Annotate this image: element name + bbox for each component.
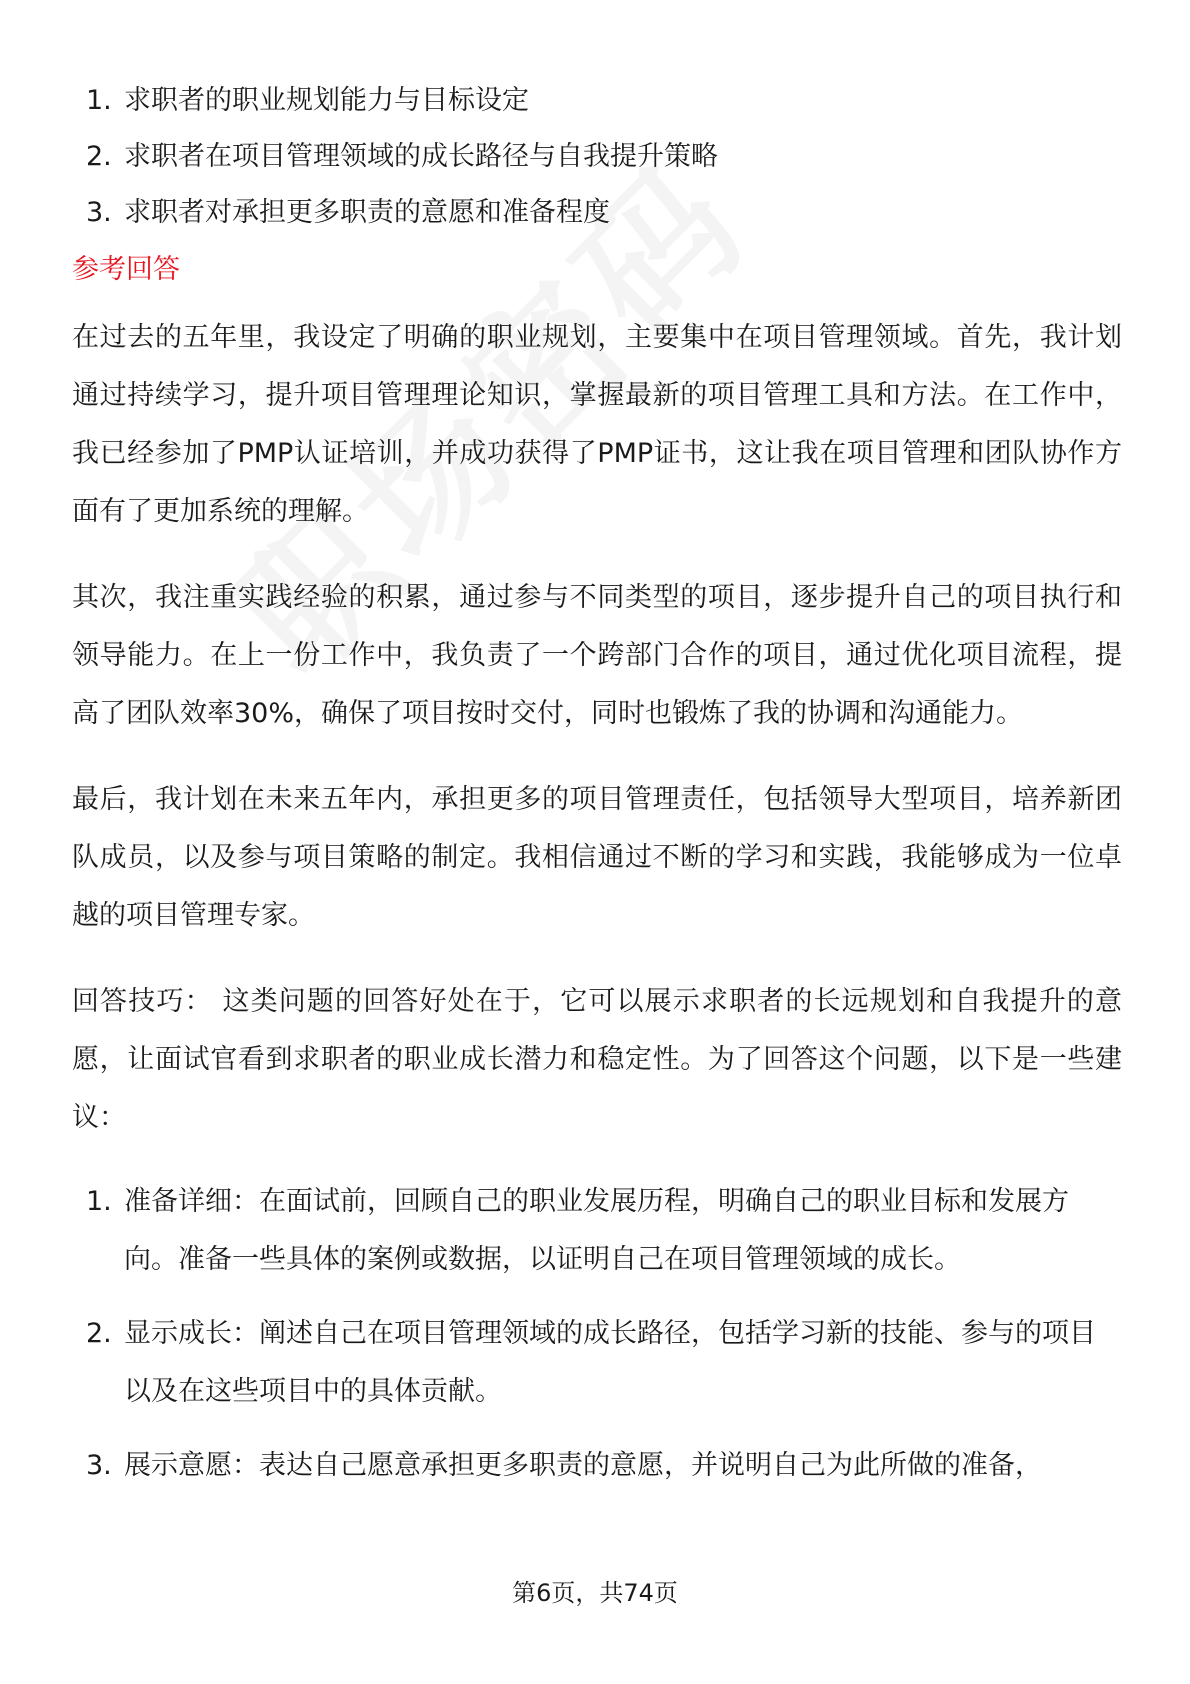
answer-tips-paragraph: 回答技巧： 这类问题的回答好处在于，它可以展示求职者的长远规划和自我提升的意愿，让面试官看到求职者的职业成长潜力和稳定性。为了回答这个问题，以下是一些建议： [72, 986, 1122, 1133]
intro-list [72, 85, 1122, 229]
tips-list [72, 1173, 1122, 1495]
list-text: 求职者在项目管理领域的成长路径与自我提升策略 [124, 141, 718, 172]
page-footer: 第6页，共74页 [512, 1579, 678, 1607]
list-item [72, 85, 1122, 117]
list-text: 求职者的职业规划能力与目标设定 [124, 85, 529, 116]
paragraph: 最后，我计划在未来五年内，承担更多的项目管理责任，包括领导大型项目，培养新团队成员，以及参与项目策略的制定。我相信通过不断的学习和实践，我能够成为一位卓越的项目管理专家。 [72, 784, 1122, 931]
page-content [72, 85, 1122, 1511]
list-text: 展示意愿：表达自己愿意承担更多职责的意愿，并说明自己为此所做的准备， [124, 1450, 1042, 1481]
list-number: 2. [86, 141, 112, 172]
list-number: 1. [86, 1186, 112, 1217]
list-text: 准备详细：在面试前，回顾自己的职业发展历程，明确自己的职业目标和发展方向。准备一些具体的案例或数据，以证明自己在项目管理领域的成长。 [124, 1186, 1069, 1275]
paragraph: 在过去的五年里，我设定了明确的职业规划，主要集中在项目管理领域。首先，我计划通过持续学习，提升项目管理理论知识，掌握最新的项目管理工具和方法。在工作中，我已经参加了PMP认证培训，并成功获得了PMP证书，这让我在项目管理和团队协作方面有了更加系统的理解。 [72, 322, 1122, 527]
list-number: 1. [86, 85, 112, 116]
list-text: 求职者对承担更多职责的意愿和准备程度 [124, 197, 610, 228]
list-number: 3. [86, 197, 112, 228]
list-item [72, 1173, 1122, 1289]
paragraph: 其次，我注重实践经验的积累，通过参与不同类型的项目，逐步提升自己的项目执行和领导能力。在上一份工作中，我负责了一个跨部门合作的项目，通过优化项目流程，提高了团队效率30%，确保了项目按时交付，同时也锻炼了我的协调和沟通能力。 [72, 582, 1122, 729]
list-item [72, 141, 1122, 173]
list-number: 3. [86, 1450, 112, 1481]
list-number: 2. [86, 1318, 112, 1349]
list-item [72, 197, 1122, 229]
answer-heading: 参考回答 [72, 254, 180, 285]
list-item [72, 1305, 1122, 1421]
list-text: 显示成长：阐述自己在项目管理领域的成长路径，包括学习新的技能、参与的项目以及在这些项目中的具体贡献。 [124, 1318, 1096, 1407]
list-item [72, 1437, 1122, 1495]
